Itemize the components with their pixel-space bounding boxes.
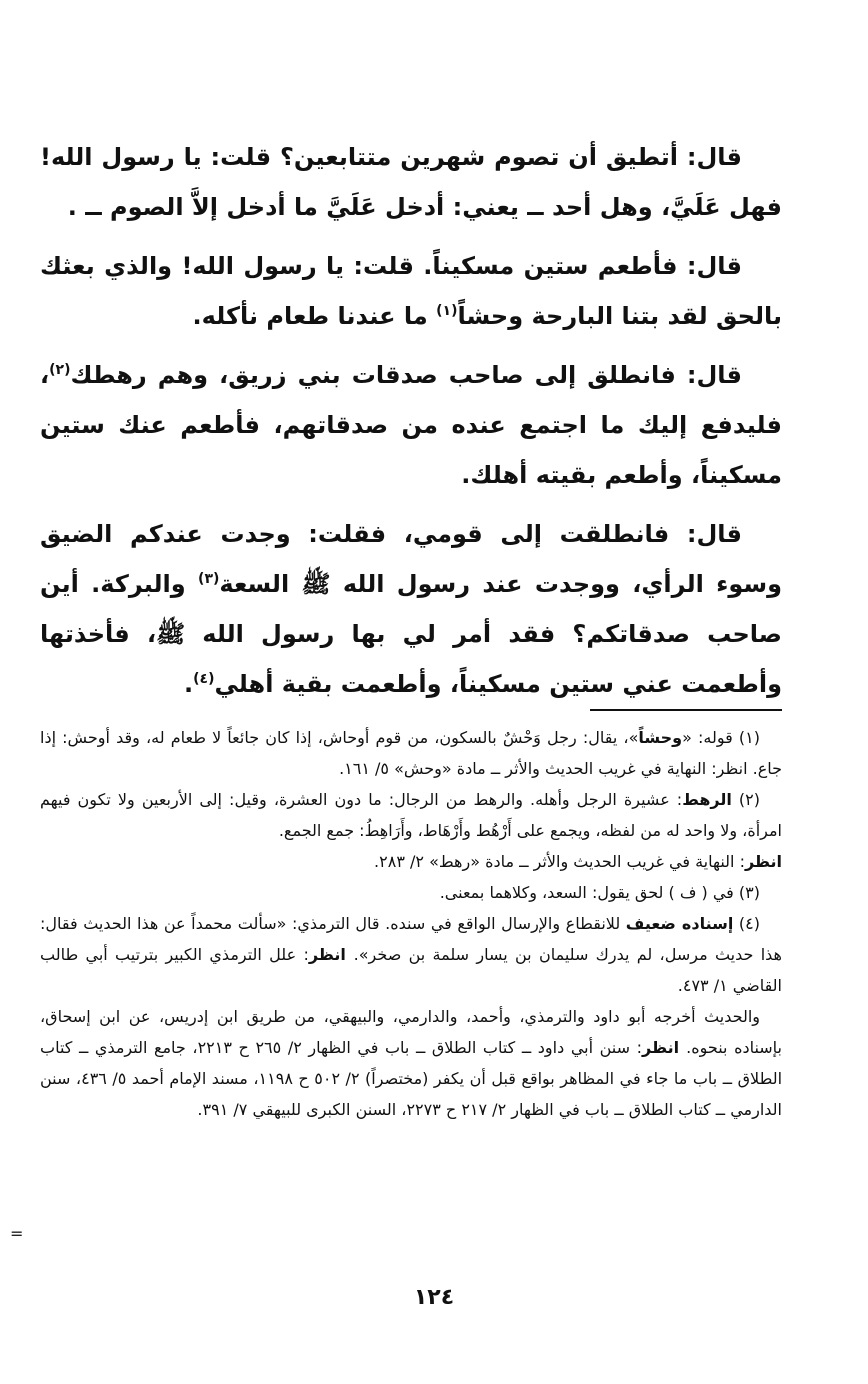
footnote-4-term: إسناده ضعيف (625, 914, 734, 933)
footnote-4-continued-sources: : سنن أبي داود ــ كتاب الطلاق ــ باب في الظهار ٢/ ٢٦٥ ح ٢٢١٣، جامع الترمذي ــ كتاب الطلاق ــ باب ما جاء في المظاهر بواقع قبل أن يكفر (مختصراً) ٢/ ٥٠٢ ح ١١٩٨، مسند الإمام أحمد ٥/ ٤٣٦، سنن الدارمي ــ كتاب الطلاق ــ باب في الظهار ٢/ ٢١٧ ح ٢٢٧٣، السنن الكبرى للبيهقي ٧/ ٣٩١. (40, 1038, 783, 1119)
footnote-1 (40, 722, 782, 784)
footnote-ref-2[interactable]: (٢) (49, 362, 71, 378)
paragraph-3-text: قال: فانطلق إلى صاحب صدقات بني زريق، وهم رهطك (70, 361, 742, 389)
paragraph-3-text-end: ، فليدفع إليك ما اجتمع عنده من صدقاتهم، فأطعم عنك ستين مسكيناً، وأطعم بقيته أهلك. (40, 361, 782, 489)
margin-mark: = (10, 1224, 24, 1243)
footnotes (40, 722, 782, 1125)
footnote-1-text: (١) قوله: « (682, 728, 760, 747)
paragraph-4 (40, 509, 782, 709)
footnote-ref-3[interactable]: (٣) (198, 571, 220, 587)
paragraph-2-text: قال: فأطعم ستين مسكيناً. قلت: يا رسول الله! والذي بعثك بالحق لقد بتنا البارحة وحشاً (40, 252, 782, 330)
footnote-4-number: (٤) (733, 914, 761, 933)
footnote-1-text-end: »، يقال: رجل وَحْشٌ بالسكون، من قوم أوحاش، إذا كان جائعاً لا طعام له، وقد أوحش: إذا جاع. انظر: النهاية في غريب الحديث والأثر ــ مادة «وحش» ٥/ ١٦١. (40, 728, 782, 778)
paragraph-4-text-middle: والبركة. أين صاحب صدقاتكم؟ فقد أمر لي بها رسول الله ﷺ، فأخذتها وأطعمت عني ستين مسكيناً، وأطعمت بقية أهلي (40, 570, 782, 698)
paragraph-1-text: قال: أتطيق أن تصوم شهرين متتابعين؟ قلت: يا رسول الله! فهل عَلَيَّ، وهل أحد ــ يعني: أدخل عَلَيَّ ما أدخل إلاَّ الصوم ــ . (40, 143, 782, 221)
footnote-4 (40, 908, 782, 1001)
footnote-2-source: : النهاية في غريب الحديث والأثر ــ مادة «رهط» ٢/ ٢٨٣. (374, 852, 745, 871)
paragraph-4-text: قال: فانطلقت إلى قومي، فقلت: وجدت عندكم الضيق وسوء الرأي، ووجدت عند رسول الله ﷺ السعة (40, 520, 782, 598)
paragraph-1 (40, 132, 782, 232)
footnote-2-see: انظر (744, 852, 782, 871)
footnote-2-text: : عشيرة الرجل وأهله. والرهط من الرجال: ما دون العشرة، وقيل: إلى الأربعين ولا تكون فيهم امرأة، ولا واحد له من لفظه، ويجمع على أَرْهُط وأَرْهَاط، وأَرَاهِطُ: جمع الجمع. (40, 790, 782, 840)
footnote-2-number: (٢) (731, 790, 760, 809)
footnote-4-continued-text: والحديث أخرجه أبو داود والترمذي، وأحمد، والدارمي، والبيهقي، من طريق ابن إدريس، عن ابن إسحاق، بإسناده بنحوه. (40, 1007, 783, 1057)
footnote-4-continued-see: انظر (642, 1038, 687, 1057)
footnote-4-see: انظر (308, 945, 354, 964)
footnote-2-term: الرهط (682, 790, 732, 809)
paragraph-2-text-end: ما عندنا طعام نأكله. (192, 302, 437, 330)
footnote-3-text: (٣) في ( ف ) لحق يقول: السعد، وكلاهما بمعنى. (439, 883, 760, 902)
footnote-2 (40, 784, 782, 877)
paragraph-3 (40, 350, 782, 500)
footnote-4-continued (40, 1001, 782, 1125)
footnote-ref-4[interactable]: (٤) (193, 671, 215, 687)
footnote-1-term: وحشاً (638, 728, 683, 747)
paragraph-4-text-end: . (183, 670, 194, 698)
page-number: ١٢٤ (413, 1285, 455, 1310)
footnote-4-source: : علل الترمذي الكبير بترتيب أبي طالب القاضي ١/ ٤٧٣. (40, 945, 782, 995)
footnote-3 (40, 877, 782, 908)
footnote-divider (590, 709, 782, 711)
main-text (40, 132, 782, 718)
footnote-4-text: للانقطاع والإرسال الواقع في سنده. قال الترمذي: «سألت محمداً عن هذا الحديث فقال: هذا حديث مرسل، لم يدرك سليمان بن يسار سلمة بن صخر». (40, 914, 782, 964)
paragraph-2 (40, 241, 782, 341)
footnote-ref-1[interactable]: (١) (436, 303, 458, 319)
